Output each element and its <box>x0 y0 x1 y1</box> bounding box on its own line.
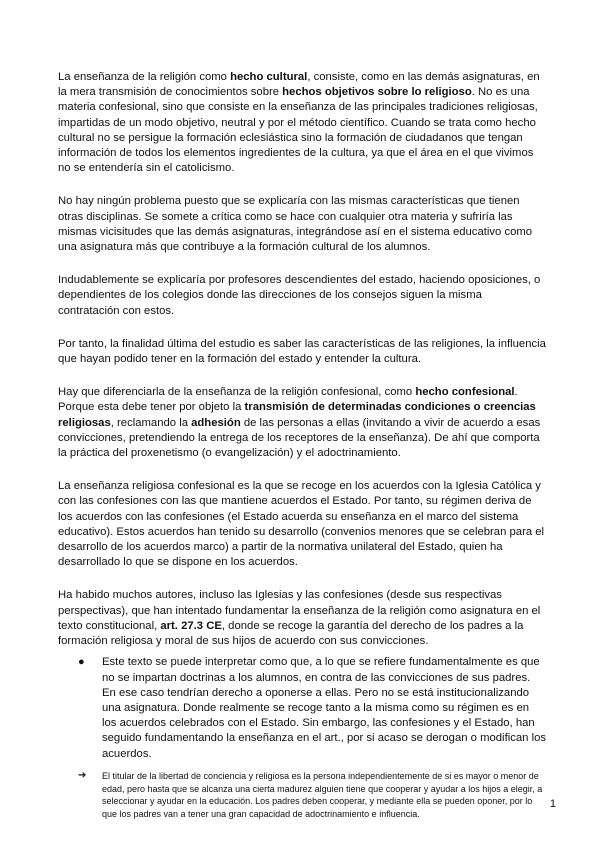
bold-term: transmisión de determinadas condiciones o creencias religiosas <box>58 401 536 429</box>
paragraph-hecho-confesional <box>58 385 546 461</box>
arrow-note <box>78 770 546 821</box>
text-run: . Porque esta debe tener por objeto la <box>58 386 518 414</box>
document-body <box>58 70 546 821</box>
text-run: , donde se recoge la garantía del derecho de los padres a la formación religiosa y moral de sus hijos de acuerdo con sus convicciones. <box>58 619 524 648</box>
bullet-list <box>58 655 546 761</box>
text-run: . No es una materia confesional, sino que consiste en la enseñanza de las principales tradiciones religiosas, impartidas de un modo objetivo, neutral y por el método científico. Cuando se trata como hecho cultural no se persigue la formación eclesiástica sino la formación de ciudadanos que tengan información de todos los elementos ingredientes de la cultura, ya que el área en el que vivimos no se entendería sin el catolicismo. <box>58 86 538 175</box>
text-run: Hay que diferenciarla de la enseñanza de la religión confesional, como <box>58 386 416 399</box>
bold-term: art. 27.3 CE <box>160 619 222 632</box>
page-number: 1 <box>549 798 556 810</box>
list-item <box>78 655 546 761</box>
bold-term: hecho confesional <box>415 386 515 399</box>
text-run: , reclamando la <box>110 416 192 429</box>
text-run: La enseñanza de la religión como <box>58 71 231 83</box>
bullet-text: Este texto se puede interpretar como que, a lo que se refiere fundamentalmente es que no se impartan doctrinas a los alumnos, en contra de las convicciones de sus padres. En ese caso tendrían derecho a oponerse a ellas. Pero no se está institucionalizando una asignatura. Donde realmente se recoge tanto a la misma como su régimen es en los acuerdos celebrados con el Estado. Sin embargo, las confesiones y el Estado, han seguido fundamentando la enseñanza en el art., por si acaso se derogan o modifican los acuerdos. <box>102 656 547 760</box>
paragraph-profesores: Indudablemente se explicaría por profesores descendientes del estado, haciendo oposiciones, o dependientes de los colegios donde las direcciones de los consejos siguen la misma contratación con estos. <box>58 274 541 317</box>
paragraph-sin-problema: No hay ningún problema puesto que se explicaría con las mismas características que tienen otras disciplinas. Se somete a crítica como se hace con cualquier otra materia y sufriría las mismas vicisitudes que las demás asignaturas, integrándose así en el sistema educativo como una asignatura más que contribuye a la formación cultural de los alumnos. <box>58 195 533 254</box>
bold-term: hechos objetivos sobre lo religioso <box>282 86 472 99</box>
bold-term: adhesión <box>191 416 241 429</box>
bullet-dot-icon: ● <box>78 656 85 669</box>
note-text: El titular de la libertad de conciencia y religiosa es la persona independientemente de si es mayor o menor de edad, pero hasta que se alcanza una cierta madurez alguien tiene que cooperar y ayudar a los hijos a elegir, a seleccionar y ayudar en la educación. Los padres deben cooperar, y mediante ella se pueden oponer, por lo que los padres van a tener una gran capacidad de adoctrinamiento e influencia. <box>102 770 543 820</box>
paragraph-art-27 <box>58 588 546 649</box>
paragraph-hecho-cultural <box>58 70 546 176</box>
text-run: de las personas a ellas (invitando a vivir de acuerdo a esas convicciones, pretendiendo la entrega de los receptores de la enseñanza). De ahí que comporta la práctica del proxenetismo (o evangelización) y el adoctrinamiento. <box>58 416 541 460</box>
text-run: Ha habido muchos autores, incluso las Iglesias y las confesiones (desde sus respectivas perspectivas), que han intentado fundamentar la enseñanza de la religión como asignatura en el texto constitucional, <box>58 589 541 632</box>
paragraph-ensenanza-confesional: La enseñanza religiosa confesional es la que se recoge en los acuerdos con la Iglesia Católica y con las confesiones con las que mantiene acuerdos el Estado. Por tanto, su régimen deriva de los acuerdos con las confesiones (el Estado acuerda su enseñanza en el marco del sistema educativo). Estos acuerdos han tenido su desarrollo (convenios menores que se celebran para el desarrollo de los acuerdos marco) a partir de la normativa unilateral del Estado, quien ha desarrollado lo que se dispone en los acuerdos. <box>58 480 545 569</box>
arrow-right-icon: ➔ <box>78 769 87 781</box>
paragraph-finalidad: Por tanto, la finalidad última del estudio es saber las características de las religiones, la influencia que hayan podido tener en la formación del estado y entender la cultura. <box>58 337 546 366</box>
bold-term: hecho cultural <box>230 71 308 83</box>
text-run: , consiste, como en las demás asignaturas, en la mera transmisión de conocimientos sobre <box>58 71 540 99</box>
